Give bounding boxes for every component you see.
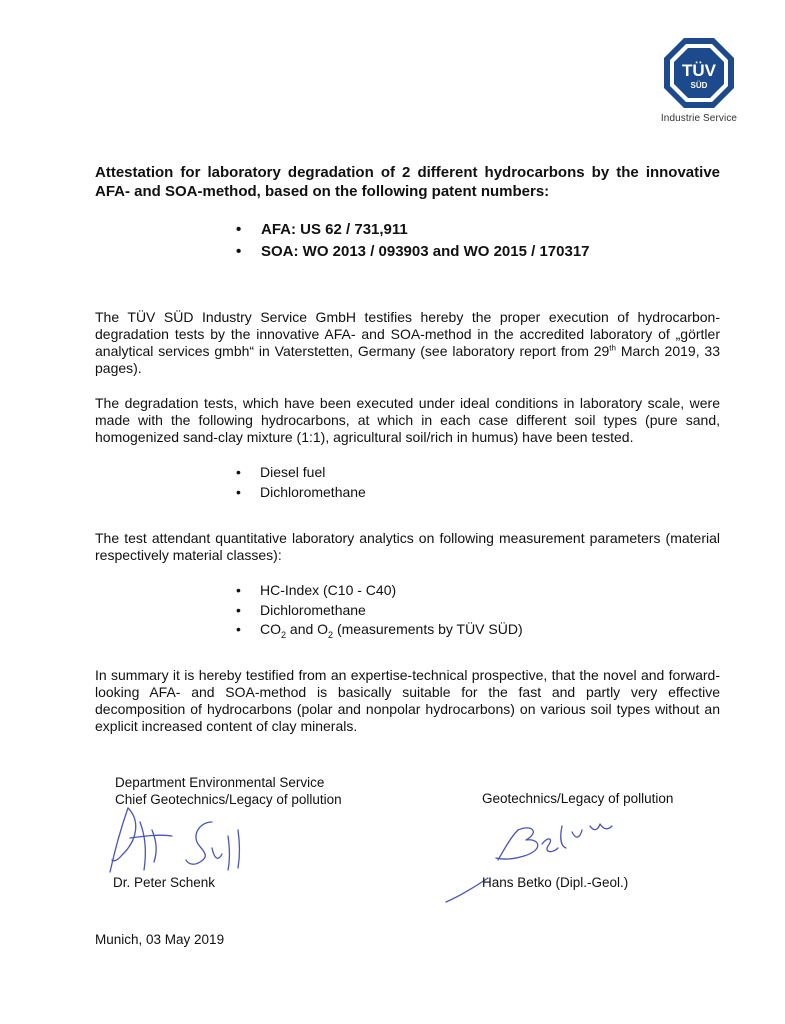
patent-list <box>236 219 590 263</box>
place-and-date: Munich, 03 May 2019 <box>95 932 225 947</box>
paragraph-testimony-text: The TÜV SÜD Industry Service GmbH testifies hereby the proper execution of hydrocarbon-degradation tests by the innovative AFA- and SOA-method in the accredited laboratory of „görtler analytical services gmbh“ in Vaterstetten, Germany (see laboratory report from 29 <box>95 309 720 359</box>
logo-subtitle: Industrie Service <box>660 113 738 124</box>
tuv-octagon-icon <box>662 36 736 110</box>
hydrocarbon-list <box>236 463 366 502</box>
paragraph-testimony-end: March 2019, 33 pages). <box>95 343 721 376</box>
patent-item-soa: • SOA: WO 2013 / 093903 and WO 2015 / 170317 <box>236 241 590 263</box>
left-handwritten-signature <box>100 800 260 880</box>
patent-item-afa: • AFA: US 62 / 731,911 <box>236 219 590 241</box>
o-subscript: 2 <box>328 629 334 640</box>
paragraph-testimony <box>95 309 720 377</box>
parameter-item-gases <box>236 620 523 640</box>
paragraph-analytics: The test attendant quantitative laboratory analytics on following measurement parameters (material respectively material classes): <box>95 530 720 563</box>
document-title: Attestation for laboratory degradation of 2 different hydrocarbons by the innovative AFA- and SOA-method, based on the following patent numbers: <box>95 164 720 200</box>
co-subscript: 2 <box>281 629 287 640</box>
hydrocarbon-item: • Diesel fuel <box>236 463 366 483</box>
left-department: Department Environmental Service <box>115 775 325 790</box>
hydrocarbon-item: • Dichloromethane <box>236 483 366 503</box>
paragraph-summary: In summary it is hereby testified from an expertise-technical prospective, that the novel and forward-looking AFA- and SOA-method is basically suitable for the fast and partly very effective decomposition of hydrocarbons (polar and nonpolar hydrocarbons) on various soil types without an explicit increased content of clay minerals. <box>95 667 720 734</box>
date-ordinal-suffix: th <box>609 343 616 353</box>
tuv-sud-logo <box>657 36 741 124</box>
parameter-item: • Dichloromethane <box>236 601 523 621</box>
co-label: CO <box>260 621 281 637</box>
left-signatory-name: Dr. Peter Schenk <box>113 875 216 890</box>
right-handwritten-signature <box>440 808 640 908</box>
parameter-list <box>236 581 523 640</box>
left-role: Chief Geotechnics/Legacy of pollution <box>115 792 342 807</box>
o-label: and O <box>286 621 329 637</box>
logo-tuv-text: TÜV <box>682 61 716 80</box>
right-role: Geotechnics/Legacy of pollution <box>482 791 674 806</box>
gases-suffix: (measurements by TÜV SÜD) <box>333 621 523 637</box>
paragraph-degradation-tests: The degradation tests, which have been executed under ideal conditions in laboratory scale, were made with the following hydrocarbons, at which in each case different soil types (pure sand, homogenized sand-clay mixture (1:1), agricultural soil/rich in humus) have been tested. <box>95 395 720 445</box>
parameter-item: • HC-Index (C10 - C40) <box>236 581 523 601</box>
logo-sud-text: SÜD <box>690 81 708 90</box>
right-signatory-name: Hans Betko (Dipl.-Geol.) <box>482 875 629 890</box>
